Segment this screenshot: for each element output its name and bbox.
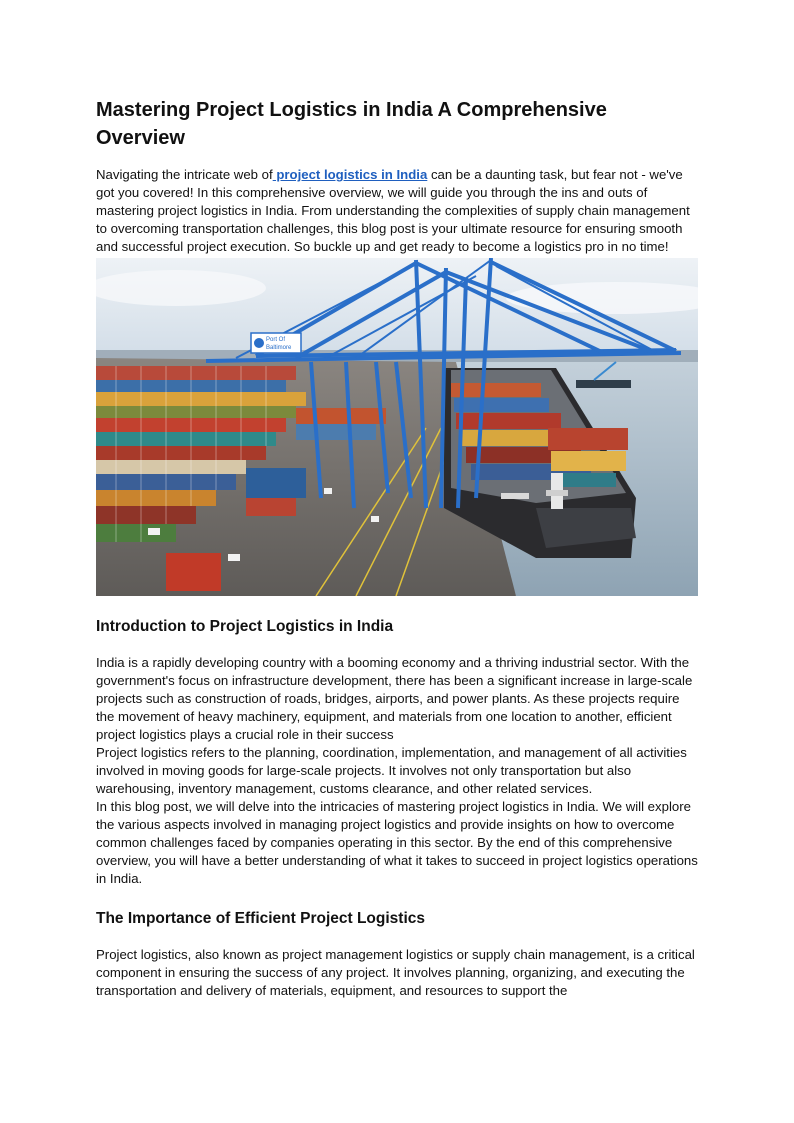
- section-paragraph: Project logistics refers to the planning, coordination, implementation, and management of all activities involved in moving goods for large-scale projects. It involves not only transportation but also warehousing, inventory management, customs clearance, and other related services.: [96, 745, 687, 796]
- svg-text:Port Of: Port Of: [266, 337, 286, 343]
- section-paragraph: In this blog post, we will delve into the intricacies of mastering project logistics in India. We will explore the various aspects involved in managing project logistics and provide insights on how to overcome common challenges faced by companies operating in this sector. By the end of this comprehensive overview, you will have a better understanding of what it takes to succeed in project logistics operations in India.: [96, 799, 698, 886]
- section-body-importance: [96, 946, 698, 1000]
- intro-text-after-link: can be a daunting task, but fear not - we've got you covered! In this comprehensive overview, we will guide you through the ins and outs of mastering project logistics in India. From understanding the complexities of supply chain management to overcoming transportation challenges, this blog post is your ultimate resource for ensuring smooth and successful project execution. So buckle up and get ready to become a logistics pro in no time!: [96, 167, 690, 254]
- project-logistics-link[interactable]: project logistics in India: [272, 167, 428, 182]
- section-body-introduction: [96, 654, 698, 888]
- section-heading-introduction: Introduction to Project Logistics in India: [96, 618, 394, 635]
- section-paragraph: India is a rapidly developing country with a booming economy and a thriving industrial sector. With the government's focus on infrastructure development, there has been a significant increase in large-scale projects such as construction of roads, bridges, airports, and power plants. As these projects require the movement of heavy machinery, equipment, and materials from one location to another, efficient project logistics plays a crucial role in their success: [96, 655, 693, 742]
- document-page: [96, 96, 698, 1000]
- port-container-ship-image: [96, 258, 698, 596]
- section-heading-importance: The Importance of Efficient Project Logistics: [96, 910, 425, 927]
- section-paragraph: Project logistics, also known as project management logistics or supply chain management, is a critical component in ensuring the success of any project. It involves planning, organizing, and executing the transportation and delivery of materials, equipment, and resources to support the: [96, 947, 695, 998]
- article-title: Mastering Project Logistics in India A Comprehensive Overview: [96, 99, 607, 149]
- intro-paragraph: [96, 166, 698, 256]
- intro-text-before-link: Navigating the intricate web of: [96, 167, 273, 182]
- port-of-baltimore-sign: [251, 333, 301, 353]
- svg-text:Baltimore: Baltimore: [266, 345, 292, 351]
